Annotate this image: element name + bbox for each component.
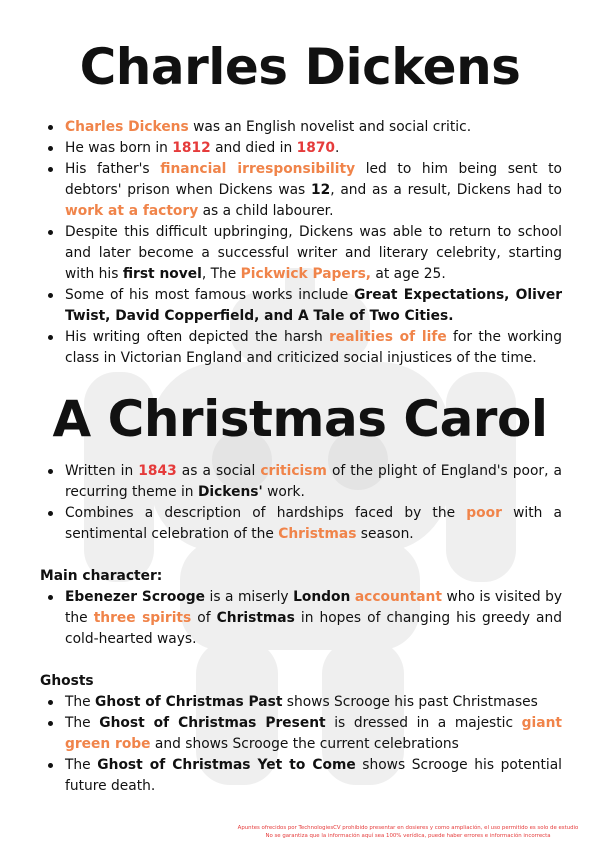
text-run: Combines a description of hardships faced by the (65, 505, 467, 521)
text-run: Ebenezer Scrooge (65, 589, 206, 605)
section-title: A Christmas Carol (52, 390, 548, 448)
list-item (40, 159, 562, 222)
list-item (40, 285, 562, 327)
text-run: for the working class in Victorian England and criticized social injustices of the time. (65, 329, 563, 366)
text-run: London (293, 589, 351, 605)
text-run: is a miserly (205, 589, 294, 605)
text-run: as a child labourer. (198, 203, 334, 219)
text-run: The (65, 715, 100, 731)
list-item (40, 222, 562, 285)
ghosts-heading: Ghosts (40, 673, 94, 689)
text-run: and died in (210, 140, 297, 156)
text-run: 1812 (172, 140, 211, 156)
text-run: shows Scrooge his potential future death. (65, 757, 562, 794)
text-run: financial irresponsibility (160, 161, 356, 177)
text-run: work. (262, 484, 305, 500)
text-run: of the plight of England's poor, a recurring theme in (65, 463, 562, 500)
text-run: , and as a result, Dickens had to (330, 182, 562, 198)
text-run: at age 25. (371, 266, 446, 282)
text-run: who is visited by the (65, 589, 562, 626)
text-run: His writing often depicted the harsh (65, 329, 330, 345)
text-run: is dressed in a majestic (325, 715, 522, 731)
text-run: giant green robe (65, 715, 562, 752)
intro-list (40, 117, 562, 369)
text-run: first novel (122, 266, 202, 282)
list-item (40, 117, 562, 138)
footer-line-2: No se garantiza que la información aquí sea 100% verídica, puede haber errores e información incorrecta (265, 833, 551, 839)
text-run: season. (356, 526, 414, 542)
footer-line-1: Apuntes ofrecidos por TechnologiesCV prohibido presentar en dosieres y como ampliación, el uso permitido es solo de estudio (237, 825, 579, 831)
list-item (40, 713, 562, 755)
list-item (40, 461, 562, 503)
text-run: work at a factory (65, 203, 199, 219)
carol-list (40, 461, 562, 545)
footer-disclaimer (224, 824, 592, 840)
list-item (40, 503, 562, 545)
page-title: Charles Dickens (79, 38, 521, 96)
text-run: Christmas (216, 610, 295, 626)
text-run: , The (201, 266, 241, 282)
text-run: was an English novelist and social critic. (188, 119, 472, 135)
text-run: He was born in (65, 140, 173, 156)
text-run: as a social (176, 463, 261, 479)
text-run: and shows Scrooge the current celebrations (150, 736, 459, 752)
list-item (40, 138, 562, 159)
text-run: Dickens' (197, 484, 263, 500)
text-run: The (65, 757, 98, 773)
ghosts-list (40, 692, 562, 797)
text-run: Ghost of Christmas Present (99, 715, 326, 731)
main-character-heading: Main character: (40, 568, 163, 584)
text-run: Pickwick Papers, (240, 266, 372, 282)
text-run: Ghost of Christmas Past (95, 694, 283, 710)
text-run: 1870 (296, 140, 336, 156)
text-run: shows Scrooge his past Christmases (282, 694, 538, 710)
text-run: poor (466, 505, 502, 521)
text-run: three spirits (93, 610, 192, 626)
text-run: Charles Dickens (65, 119, 189, 135)
text-run: Christmas (278, 526, 357, 542)
list-item (40, 755, 562, 797)
text-run: Ghost of Christmas Yet to Come (97, 757, 356, 773)
text-run: Great Expectations, Oliver Twist, David Copperfield, and A Tale of Two Cities. (65, 287, 562, 324)
text-run: of (191, 610, 217, 626)
text-run: Some of his most famous works include (65, 287, 355, 303)
text-run: Despite this difficult upbringing, Dickens was able to return to school and later become a successful writer and literary celebrity, starting with his (65, 224, 562, 282)
text-run: criticism (260, 463, 327, 479)
text-run: 1843 (138, 463, 177, 479)
text-run: The (65, 694, 96, 710)
text-run: Written in (65, 463, 139, 479)
list-item (40, 327, 562, 369)
text-run: . (335, 140, 340, 156)
text-run: in hopes of changing his greedy and cold-hearted ways. (65, 610, 562, 647)
text-run: led to him being sent to debtors' prison when Dickens was (65, 161, 563, 198)
text-run: with a sentimental celebration of the (65, 505, 562, 542)
text-run: accountant (354, 589, 442, 605)
text-run: 12 (311, 182, 331, 198)
list-item (40, 692, 562, 713)
list-item (40, 587, 562, 650)
text-run: realities of life (329, 329, 447, 345)
main-character-list (40, 587, 562, 650)
text-run: His father's (65, 161, 161, 177)
